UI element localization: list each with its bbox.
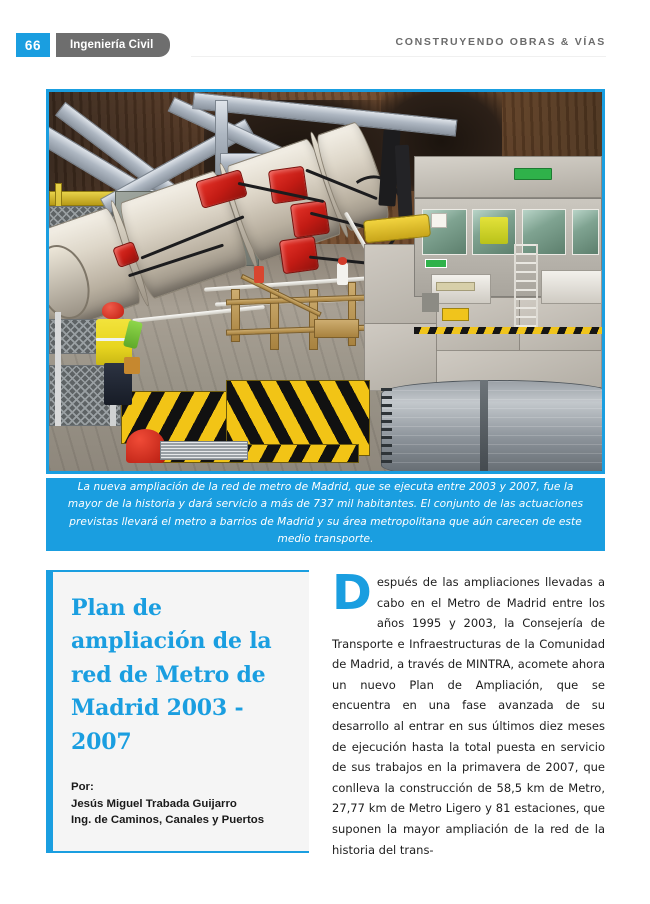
body-text: espués de las ampliaciones llevadas a cabo en el Metro de Madrid entre los años 1995 y 2003, la Consejería de Transporte e Infraestructuras de la Comunidad de Madrid, a través de MINTRA, acomete ahora un nuevo Plan de Ampliación, que se encuentra en una fase avanzada de su desarrollo al entrar en sus últimos diez meses de ejecución hasta la total puesta en servicio de sus trabajos en la primavera de 2007, que conlleva la construcción de 58,5 km de Metro, 27,77 km de Metro Ligero y 81 estaciones, que suponen la mayor ampliación de la red de la historia del trans- [332, 575, 605, 857]
handrail-left [55, 312, 62, 426]
photo-illustration [49, 92, 602, 471]
section-tab: Ingeniería Civil [56, 33, 170, 57]
article-title: Plan de ampliación de la red de Metro de Madrid 2003 - 2007 [71, 595, 272, 755]
segment-bolt-row [381, 388, 392, 464]
page-header [16, 33, 606, 57]
tunnel-segment-cylinder [381, 380, 602, 471]
article-body-column [332, 565, 605, 860]
cabin-exit-sign [425, 259, 447, 268]
worker-toolbag [124, 357, 141, 374]
worker-figure-small-2 [254, 266, 264, 283]
author-role: Ing. de Caminos, Canales y Puertos [71, 814, 265, 827]
worker-helmet-small [338, 257, 347, 265]
header-divider [191, 56, 606, 57]
segment-seam [480, 380, 488, 471]
byline-label: Por: [71, 781, 94, 794]
worker-figure-small [337, 263, 348, 286]
cabin-notice-sheet [431, 213, 448, 228]
timber-box [314, 319, 358, 338]
article-byline [71, 779, 293, 829]
workbench-2 [541, 270, 602, 304]
photo-caption [46, 478, 605, 551]
yellow-toolbox [442, 308, 470, 321]
cabin-interior-hivis [480, 217, 508, 244]
article-photo [46, 89, 605, 474]
stacked-plates [160, 441, 248, 460]
site-cabin-roof [414, 156, 602, 198]
cabin-ladder [514, 244, 539, 327]
cabin-window-4 [572, 209, 600, 254]
stool [422, 293, 439, 312]
author-name: Jesús Miguel Trabada Guijarro [71, 797, 237, 810]
magazine-title: CONSTRUYENDO OBRAS & VÍAS [395, 36, 606, 48]
page-number-badge: 66 [16, 33, 50, 57]
photo-caption-text: La nueva ampliación de la red de metro de Madrid, que se ejecuta entre 2003 y 2007, fue la mayor de la historia y dará servicio a más de 737 mil habitantes. El conjunto de las actuaciones previstas llevará el metro a barrios de Madrid y su área metropolitana que aún carecen de este medio transporte. [67, 481, 584, 545]
body-dropcap: D [332, 565, 372, 621]
bench-drawer [436, 282, 475, 291]
cabin-roof-sign [514, 168, 553, 180]
article-title-block [46, 570, 309, 853]
hydraulic-valve-4 [279, 236, 319, 275]
hazard-strip-right [414, 327, 602, 334]
hydraulic-valve-3 [290, 200, 330, 239]
worker-helmet [102, 302, 124, 319]
